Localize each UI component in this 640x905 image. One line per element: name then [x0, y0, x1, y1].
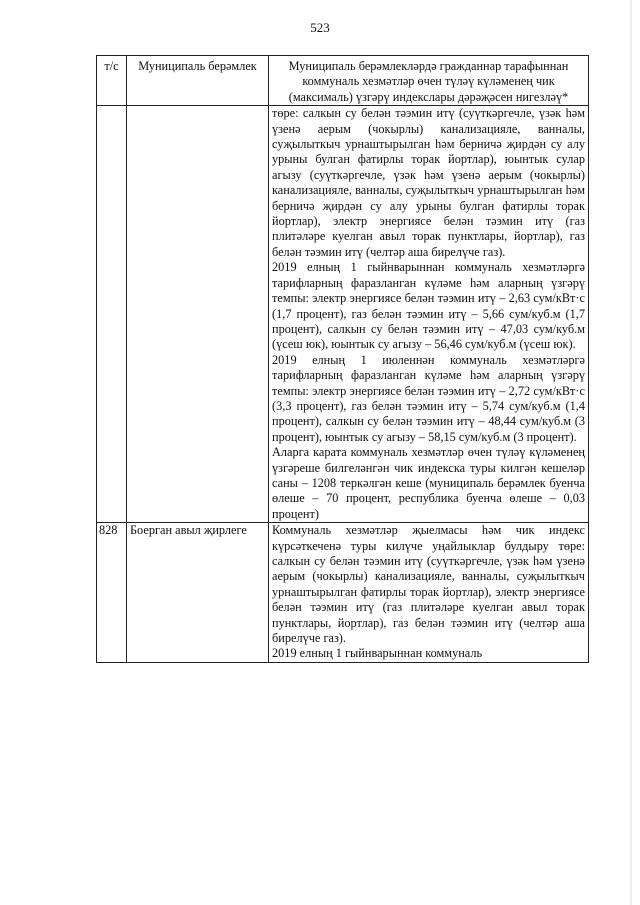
row-municipality: Боерган авыл җирлеге	[127, 523, 269, 663]
scan-edge	[630, 0, 632, 905]
header-municipality: Муниципаль берәмлек	[127, 56, 269, 106]
row-justification	[269, 106, 589, 523]
tariff-table	[96, 55, 589, 663]
row-number	[97, 106, 127, 523]
table-row	[97, 523, 589, 663]
paragraph: төре: салкын су белән тәэмин итү (суүткәргечле, үзәк һәм үзенә аерым (чокырлы) канализацияле, ванналы, суҗылыткыч урнаштырылган һәм берничә җирдән су алу урыны булган фатирлы торак йортлар), юынтык сулар агызу (суүткәргечле, үзәк һәм үзенә аерым (чокырлы) канализацияле, ванналы, суҗылыткыч урнаштырылган һәм берничә җирдән су алу урыны булган фатирлы торак йортлар), электр энергиясе белән тәэмин итү (газ плитәләре куелган авыл торак пунктлары, йортлар), газ белән тәэмин итү (челтәр аша бирелүче газ).	[272, 106, 585, 259]
paragraph: 2019 елның 1 гыйнварыннан коммуналь	[272, 646, 483, 661]
paragraph: 2019 елның 1 июленнән коммуналь хезмәтләргә тарифларның фаразланган күләме һәм аларның үзгәрү темпы: электр энергиясе белән тәэмин итү – 2,72 сум/кВт·с (3,3 процент), газ белән тәэмин итү – 5,74 сум/куб.м (1,4 процент), салкын су белән тәэмин итү – 48,44 сум/куб.м (3 процент), юынтык су агызу – 58,15 сум/куб.м (3 процент).	[272, 352, 585, 444]
table-header-row	[97, 56, 589, 106]
row-municipality	[127, 106, 269, 523]
row-justification	[269, 523, 589, 663]
row-number: 828	[97, 523, 127, 663]
header-number: т/с	[97, 56, 127, 106]
header-justification: Муниципаль берәмлекләрдә гражданнар тарафыннан коммуналь хезмәтләр өчен түләү күләменең чик (максималь) үзгәрү индекслары дәрәҗәсен нигезләү*	[269, 56, 589, 106]
table-row	[97, 106, 589, 523]
page-number: 523	[310, 20, 330, 35]
paragraph: 2019 елның 1 гыйнварыннан коммуналь хезмәтләргә тарифларның фаразланган күләме һәм аларның үзгәрү темпы: электр энергиясе белән тәэмин итү – 2,63 сум/кВт·с (1,7 процент), газ белән тәэмин итү – 5,66 сум/куб.м (1,7 процент), салкын су белән тәэмин итү – 47,03 сум/куб.м (үсеш юк), юынтык су агызу – 56,46 сум/куб.м (үсеш юк).	[272, 260, 585, 352]
paragraph: Аларга карата коммуналь хезмәтләр өчен түләү күләменең үзгәреше билгеләнгән чик индекска туры килгән кешеләр саны – 1208 теркәлгән кеше (муниципаль берәмлек буенча өлеше – 70 процент, республика буенча өлеше – 0,03 процент)	[272, 445, 585, 521]
paragraph: Коммуналь хезмәтләр җыелмасы һәм чик индекс күрсәткеченә туры килүче уңайлыклар булдыру төре: салкын су белән тәэмин итү (суүткәргечле, үзәк һәм үзенә аерым (чокырлы) канализацияле, ванналы, суҗылыткыч урнаштырылган фатирлы торак йортлар), электр энергиясе белән тәэмин итү (газ плитәләре куелган авыл торак пунктлары, йортлар), газ белән тәэмин итү (челтәр аша бирелүче газ).	[272, 523, 585, 646]
